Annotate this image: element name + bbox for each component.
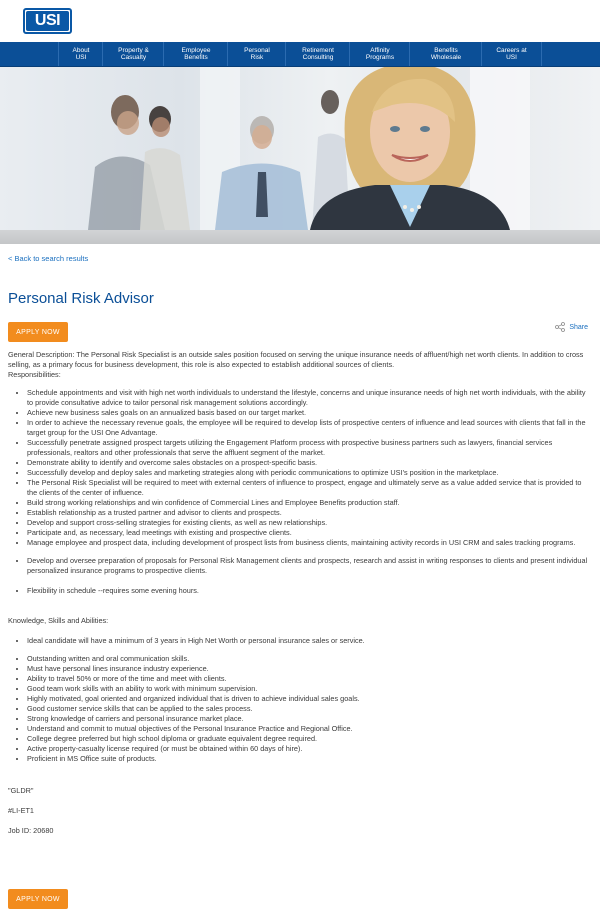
nav-label: Wholesale xyxy=(430,54,462,61)
nav-item-benefits-wholesale[interactable] xyxy=(409,42,482,66)
list-item: • Ability to travel 50% or more of the time and meet with clients. xyxy=(27,674,592,684)
ksa-heading: Knowledge, Skills and Abilities: xyxy=(8,616,109,625)
nav-label: Retirement xyxy=(302,46,334,54)
job-description xyxy=(8,350,592,836)
nav-label: Casualty xyxy=(120,54,147,61)
nav-item-property-casualty[interactable] xyxy=(102,42,164,66)
tag-gldr: "GLDR" xyxy=(8,786,34,795)
list-item: • Good team work skills with an ability to work with minimum supervision. xyxy=(27,684,592,694)
list-item: • College degree preferred but high school diploma or graduate equivalent degree required. xyxy=(27,734,592,744)
list-item: • Highly motivated, goal oriented and organized individual that is driven to achieve individual sales goals. xyxy=(27,694,592,704)
responsibilities-list xyxy=(8,388,592,548)
apply-now-button[interactable]: APPLY NOW xyxy=(8,322,68,342)
main-nav xyxy=(0,42,600,67)
nav-item-about-usi[interactable] xyxy=(58,42,103,66)
hero-image xyxy=(0,67,600,230)
tag-li: #LI-ET1 xyxy=(8,806,34,815)
share-icon xyxy=(555,322,565,332)
nav-label: USI xyxy=(75,54,87,61)
nav-item-careers-at-usi[interactable] xyxy=(481,42,542,66)
ksa-list-1 xyxy=(8,636,592,646)
ksa-list-2 xyxy=(8,654,592,764)
list-item: • Build strong working relationships and win confidence of Commercial Lines and Employee Benefits production staff. xyxy=(27,498,592,508)
logo-text: USI xyxy=(26,11,69,31)
nav-label: Benefits xyxy=(184,54,208,61)
list-item: • Understand and commit to mutual objectives of the Personal Insurance Practice and Regional Office. xyxy=(27,724,592,734)
back-to-search-link[interactable]: < Back to search results xyxy=(8,254,89,263)
site-header xyxy=(0,0,600,42)
hero-divider xyxy=(0,230,600,244)
list-item: • Demonstrate ability to identify and overcome sales obstacles on a prospect-specific basis. xyxy=(27,458,592,468)
page-title: Personal Risk Advisor xyxy=(8,290,154,307)
nav-label: Affinity xyxy=(370,46,390,54)
responsibilities-list-3 xyxy=(8,586,592,596)
list-item: • Flexibility in schedule --requires some evening hours. xyxy=(27,586,592,596)
list-item: • Proficient in MS Office suite of products. xyxy=(27,754,592,764)
list-item: • The Personal Risk Specialist will be required to meet with external centers of influence to prospect, engage and ultimately serve as a value added service that is provided to the clients of the center of influence. xyxy=(27,478,592,498)
list-item: • Successfully penetrate assigned prospect targets utilizing the Engagement Platform process with prospective business partners such as lawyers, financial services professionals, realtors and other professionals that serve the affluent segment of the market. xyxy=(27,438,592,458)
share-button[interactable] xyxy=(555,322,588,332)
responsibilities-heading: Responsibilities: xyxy=(8,370,61,379)
nav-label: Benefits xyxy=(434,46,458,54)
nav-label: USI xyxy=(506,54,517,61)
hero-illustration xyxy=(0,67,600,230)
nav-label: About xyxy=(72,46,90,54)
nav-label: Personal xyxy=(244,46,270,54)
usi-logo[interactable] xyxy=(23,8,72,34)
general-description: General Description: The Personal Risk Specialist is an outside sales position focused on serving the unique insurance needs of affluent/high net worth clients. In addition to cross selling, as a primary focus for business development, this role is also expected to establish additional sources of clients. xyxy=(8,350,584,369)
list-item: • Successfully develop and deploy sales and marketing strategies along with periodic communications to optimize USI's position in the marketplace. xyxy=(27,468,592,478)
nav-label: Property & xyxy=(118,46,149,54)
list-item: • Strong knowledge of carriers and personal insurance market place. xyxy=(27,714,592,724)
job-id: Job ID: 20680 xyxy=(8,826,54,835)
list-item: • Develop and support cross-selling strategies for existing clients, as well as new relationships. xyxy=(27,518,592,528)
share-label: Share xyxy=(569,323,588,331)
list-item: • Outstanding written and oral communication skills. xyxy=(27,654,592,664)
nav-item-personal-risk[interactable] xyxy=(227,42,286,66)
list-item: • Achieve new business sales goals on an annualized basis based on our target market. xyxy=(27,408,592,418)
apply-now-button-bottom[interactable]: APPLY NOW xyxy=(8,889,68,909)
nav-label: Programs xyxy=(365,54,395,61)
list-item: • Ideal candidate will have a minimum of 3 years in High Net Worth or personal insurance sales or service. xyxy=(27,636,592,646)
nav-item-employee-benefits[interactable] xyxy=(163,42,228,66)
nav-item-affinity-programs[interactable] xyxy=(349,42,410,66)
list-item: • Participate and, as necessary, lead meetings with existing and prospective clients. xyxy=(27,528,592,538)
list-item: • Good customer service skills that can be applied to the sales process. xyxy=(27,704,592,714)
list-item: • Active property-casualty license required (or must be obtained within 60 days of hire). xyxy=(27,744,592,754)
list-item: • Manage employee and prospect data, including development of prospect lists from business clients, maintaining activity records in USI CRM and sales tracking programs. xyxy=(27,538,592,548)
list-item: • Must have personal lines insurance industry experience. xyxy=(27,664,592,674)
responsibilities-list-2 xyxy=(8,556,592,576)
list-item: • Schedule appointments and visit with high net worth individuals to understand the lifestyle, concerns and unique insurance needs of high net worth individuals, with the ability to provide consultative advice to tailor personal risk management solutions accordingly. xyxy=(27,388,592,408)
list-item: • In order to achieve the necessary revenue goals, the employee will be required to develop lists of prospective centers of influence and lead sources with clients that fall in the target group for the USI One Advantage. xyxy=(27,418,592,438)
list-item: • Develop and oversee preparation of proposals for Personal Risk Management clients and prospects, research and assist in writing responses to clients and present individual personalized insurance programs to prospective clients. xyxy=(27,556,592,576)
nav-label: Risk xyxy=(250,54,264,61)
list-item: • Establish relationship as a trusted partner and advisor to clients and prospects. xyxy=(27,508,592,518)
nav-label: Employee xyxy=(181,46,211,54)
nav-label: Consulting xyxy=(302,54,334,61)
nav-item-retirement-consulting[interactable] xyxy=(285,42,350,66)
nav-label: Careers at xyxy=(496,46,527,54)
